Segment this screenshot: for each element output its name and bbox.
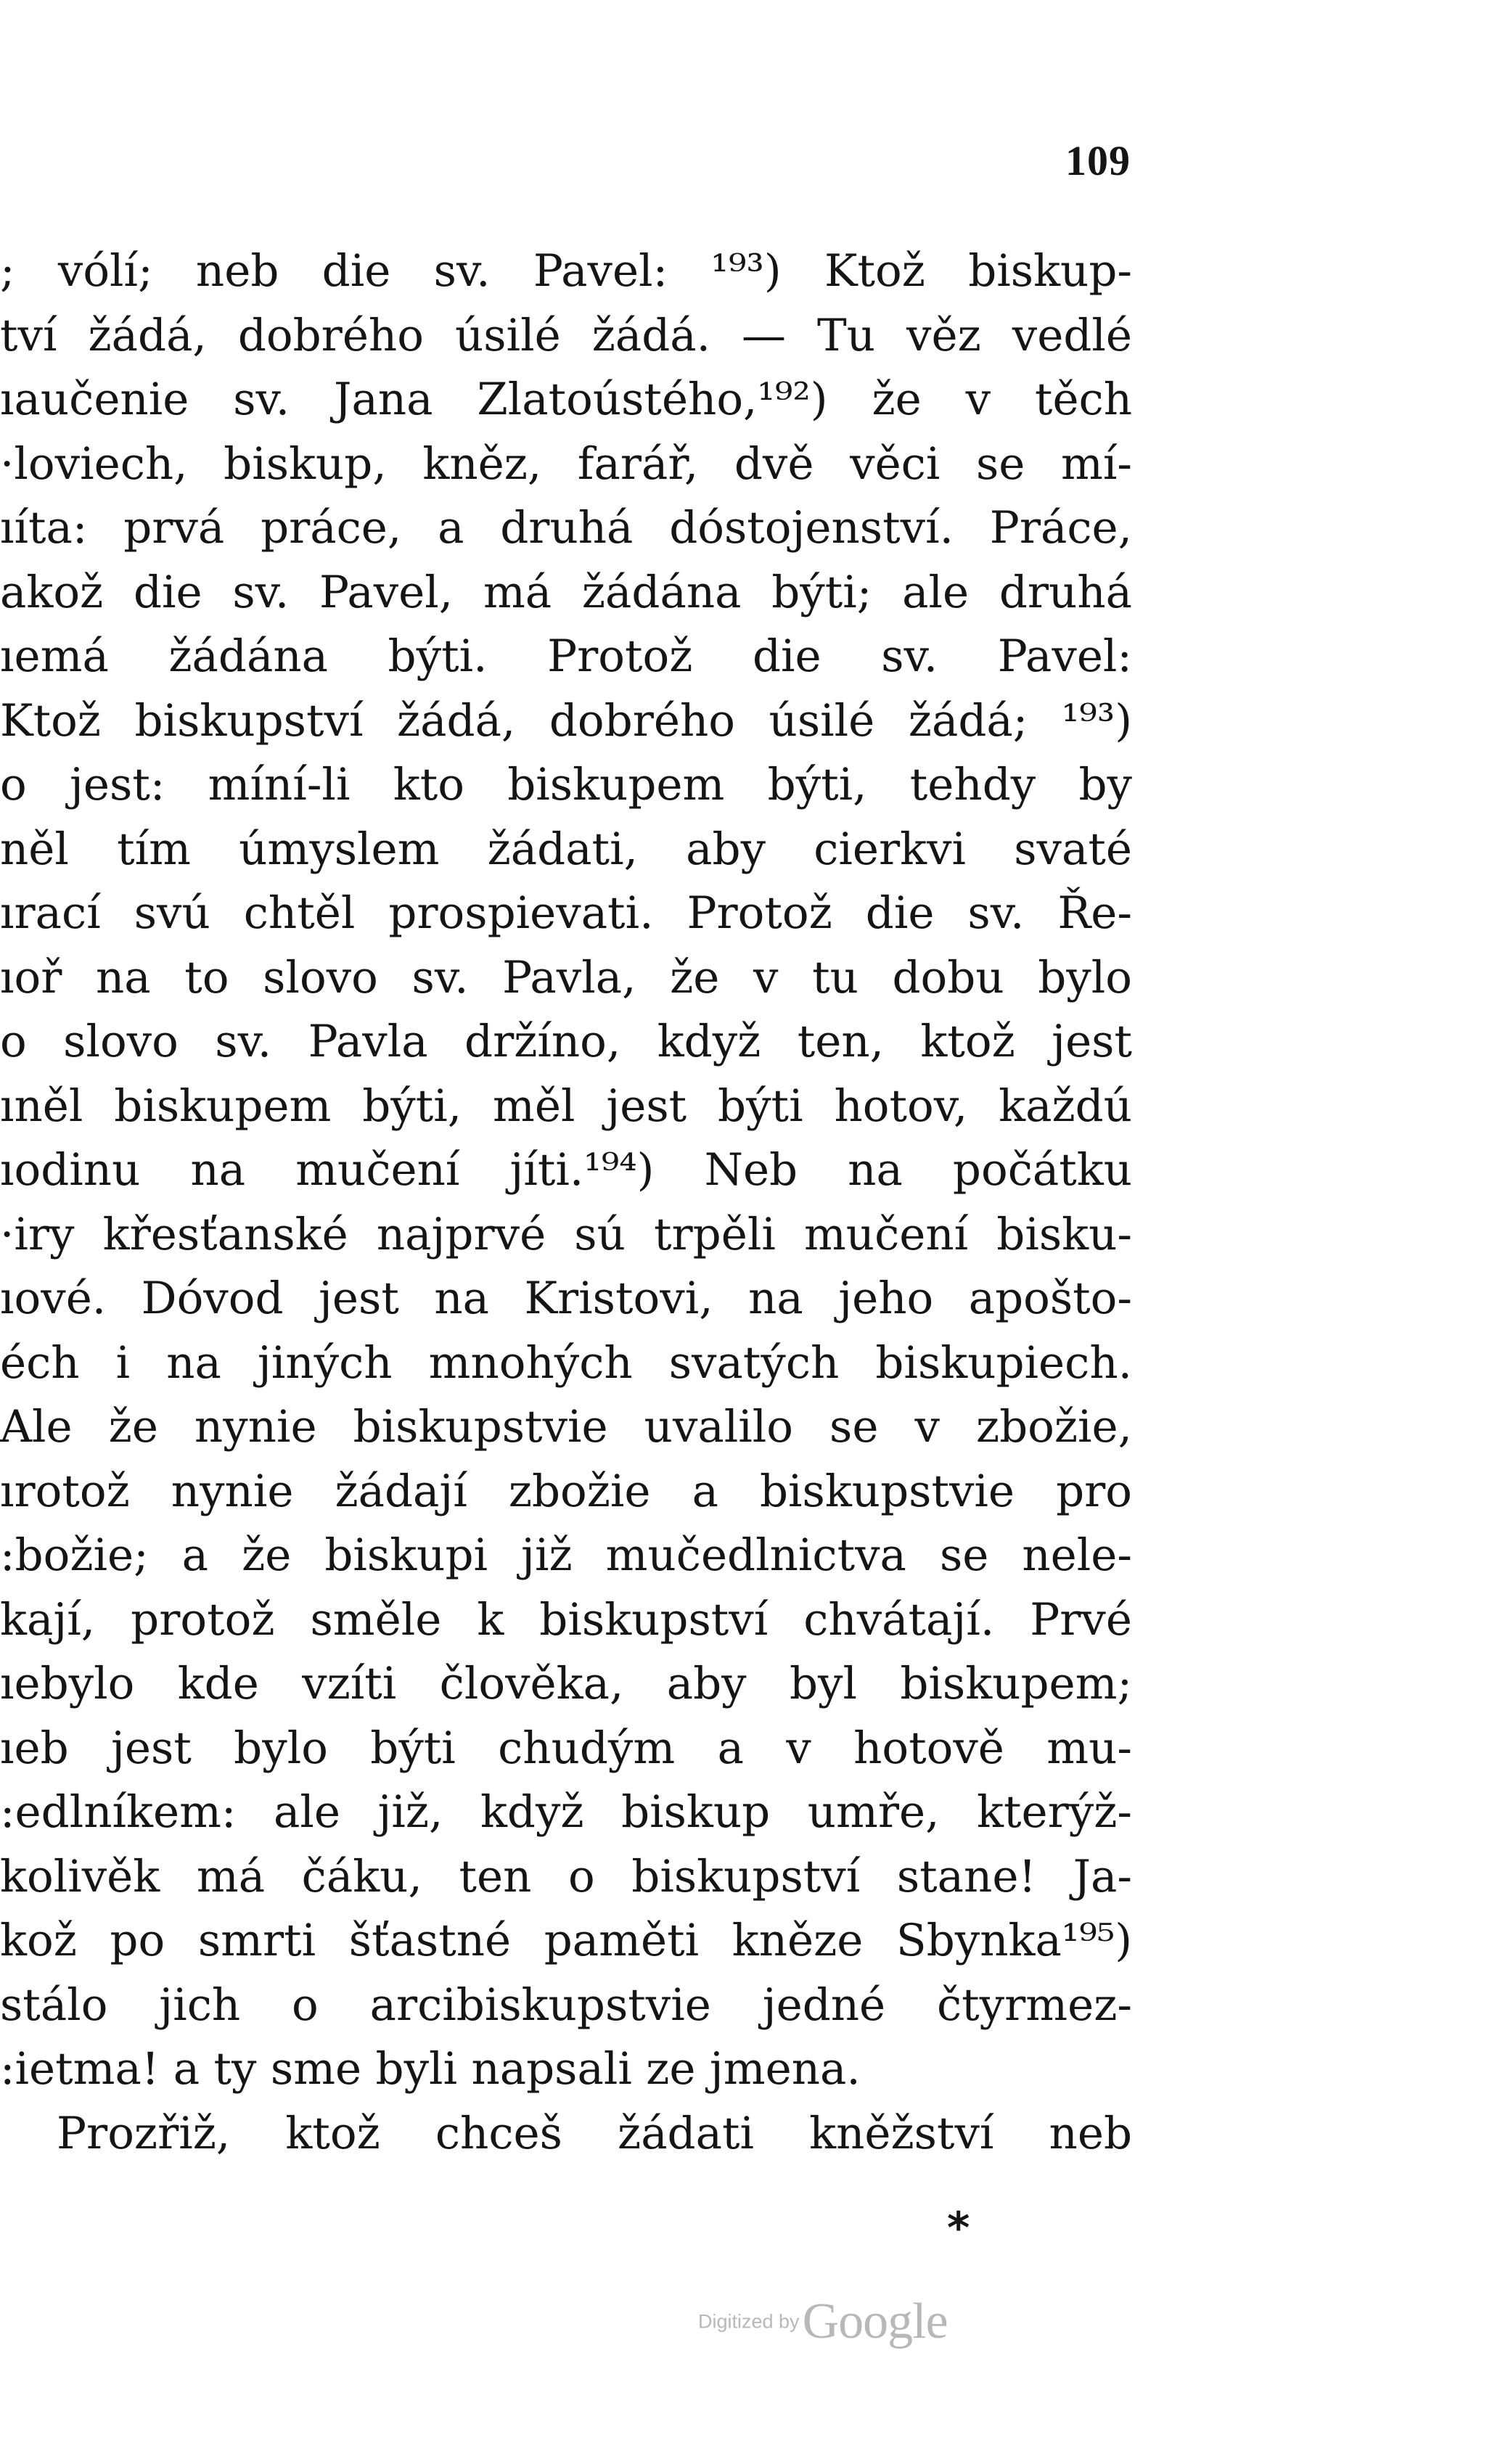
page-number: 109 — [1065, 137, 1131, 184]
text-line-14: ıněl biskupem býti, měl jest býti hotov, každú — [0, 1080, 1132, 1132]
text-line-28: stálo jich o arcibiskupstvie jedné čtyrmez- — [0, 1979, 1132, 2031]
text-line-11: ırací svú chtěl prospievati. Protož die sv. Ře- — [0, 887, 1132, 939]
text-line-20: ırotož nynie žádají zbožie a biskupstvie pro — [0, 1465, 1132, 1517]
text-line-9: o jest: míní-li kto biskupem býti, tehdy by — [0, 759, 1132, 810]
text-line-17: ıové. Dóvod jest na Kristovi, na jeho apošto- — [0, 1273, 1132, 1324]
text-line-22: kají, protož směle k biskupství chvátají. Prvé — [0, 1593, 1132, 1646]
text-line-6: akož die sv. Pavel, má žádána býti; ale druhá — [0, 566, 1132, 618]
text-line-16: ·iry křesťanské najprvé sú trpěli mučení bisku- — [0, 1208, 1132, 1260]
text-line-1: ; vólí; neb die sv. Pavel: ¹⁹³) Ktož biskup- — [0, 245, 1132, 297]
text-line-19: Ale že nynie biskupstvie uvalilo se v zbožie, — [0, 1401, 1132, 1453]
text-line-21: :božie; a že biskupi již mučedlnictva se nele- — [0, 1529, 1132, 1581]
text-line-5: ıíta: prvá práce, a druhá dóstojenství. Práce, — [0, 502, 1132, 554]
text-line-24: ıeb jest bylo býti chudým a v hotově mu- — [0, 1722, 1132, 1774]
text-line-30: Prozřiž, ktož chceš žádati kněžství neb — [57, 2107, 1132, 2159]
text-line-12: ıoř na to slovo sv. Pavla, že v tu dobu bylo — [0, 951, 1132, 1003]
text-line-27: kož po smrti šťastné paměti kněze Sbynka¹⁹⁵) — [0, 1915, 1132, 1966]
text-line-29: :ietma! a ty sme byli napsali ze jmena. — [0, 2043, 861, 2095]
signature-mark: * — [947, 2203, 970, 2254]
text-line-4: ·loviech, biskup, kněz, farář, dvě věci se mí- — [0, 438, 1132, 490]
text-line-13: o slovo sv. Pavla držíno, když ten, ktož jest — [0, 1016, 1132, 1067]
text-line-26: kolivěk má čáku, ten o biskupství stane! Ja- — [0, 1850, 1132, 1902]
text-line-8: Ktož biskupství žádá, dobrého úsilé žádá; ¹⁹³) — [0, 694, 1132, 747]
text-line-25: :edlníkem: ale již, když biskup umře, kterýž- — [0, 1786, 1132, 1838]
text-line-23: ıebylo kde vzíti člověka, aby byl biskupem; — [0, 1658, 1132, 1709]
text-line-2: tví žádá, dobrého úsilé žádá. — Tu věz vedlé — [0, 309, 1132, 361]
digitized-watermark — [698, 2293, 948, 2351]
text-line-7: ıemá žádána býti. Protož die sv. Pavel: — [0, 631, 1132, 682]
text-line-18: éch i na jiných mnohých svatých biskupiech. — [0, 1336, 1132, 1389]
text-line-10: něl tím úmyslem žádati, aby cierkvi svaté — [0, 823, 1132, 875]
watermark-prefix: Digitized by — [698, 2310, 800, 2333]
body-text — [0, 239, 1132, 2166]
text-line-3: ıaučenie sv. Jana Zlatoústého,¹⁹²) že v těch — [0, 374, 1132, 425]
watermark-logo: Google — [802, 2293, 948, 2349]
text-line-15: ıodinu na mučení jíti.¹⁹⁴) Neb na počátku — [0, 1144, 1132, 1196]
